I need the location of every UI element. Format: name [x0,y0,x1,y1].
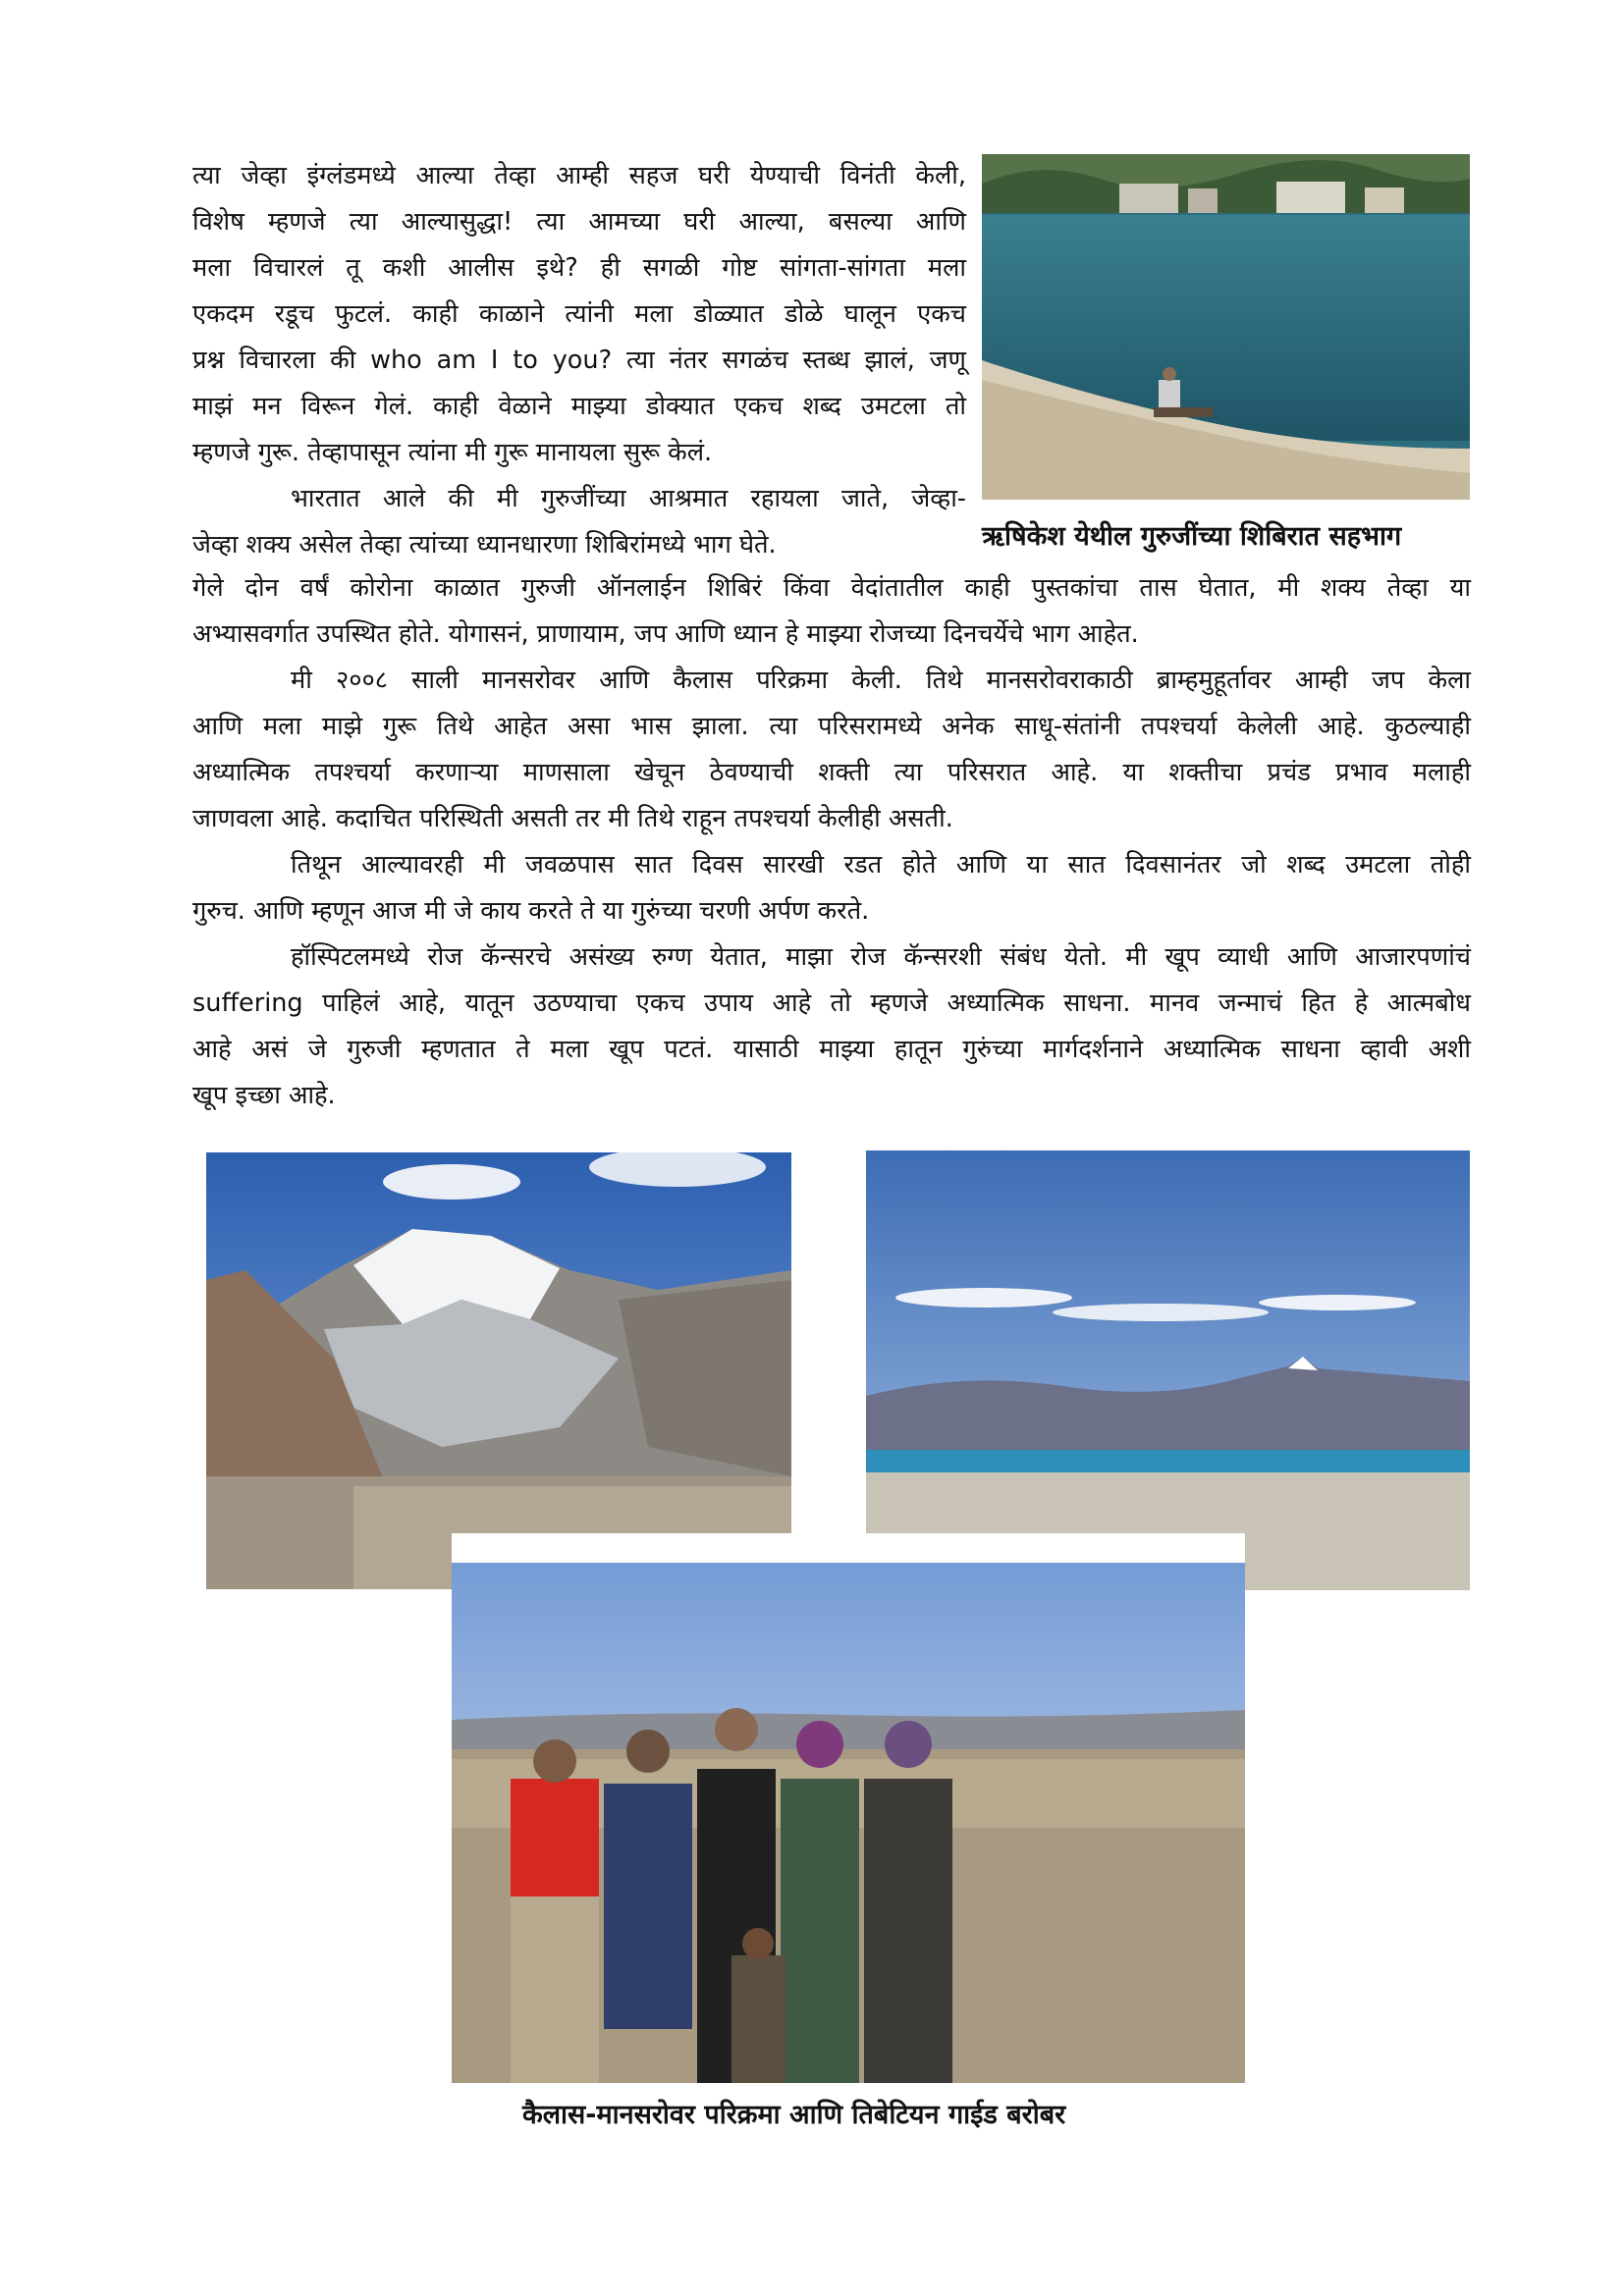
body-line: खूप इच्छा आहे. [192,1081,336,1110]
group-photo [452,1533,1245,2083]
kailash-mountain-photo [206,1152,791,1589]
manasarovar-lake-photo [866,1150,1470,1590]
body-line: मी २००८ साली मानसरोवर आणि कैलास परिक्रमा केली. तिथे मानसरोवराकाठी ब्राम्हमुहूर्तावर आम्ही जप केला [291,666,1471,695]
body-paragraphs [192,565,1471,1119]
body-line: अभ्यासवर्गात उपस्थित होते. योगासनं, प्राणायाम, जप आणि ध्यान हे माझ्या रोजच्या दिनचर्येचे भाग आहेत. [192,619,1139,649]
intro-line: म्हणजे गुरू. तेव्हापासून त्यांना मी गुरू मानायला सुरू केलं. [192,438,713,467]
body-line: हॉस्पिटलमध्ये रोज कॅन्सरचे असंख्य रुग्ण येतात, माझा रोज कॅन्सरशी संबंध येतो. मी खूप व्याधी आणि आजारपणांचं [291,942,1471,972]
intro-paragraph [192,153,966,568]
group-caption: कैलास-मानसरोवर परिक्रमा आणि तिबेटियन गाईड बरोबर [522,2100,1066,2130]
body-line: आहे असं जे गुरुजी म्हणतात ते मला खूप पटतं. यासाठी माझ्या हातून गुरुंच्या मार्गदर्शनाने अध्यात्मिक साधना व्हावी अशी [192,1035,1471,1064]
intro-line: जेव्हा शक्य असेल तेव्हा त्यांच्या ध्यानधारणा शिबिरांमध्ये भाग घेते. [192,530,777,560]
rishikesh-river-photo [982,154,1470,500]
intro-line: मला विचारलं तू कशी आलीस इथे? ही सगळी गोष्ट सांगता-सांगता मला [192,253,966,283]
body-line: आणि मला माझे गुरू तिथे आहेत असा भास झाला. त्या परिसरामध्ये अनेक साधू-संतांनी तपश्चर्या केलेली आहे. कुठल्याही [192,712,1471,741]
body-line: suffering पाहिलं आहे, यातून उठण्याचा एकच उपाय आहे तो म्हणजे अध्यात्मिक साधना. मानव जन्माचं हित हे आत्मबोध [192,988,1471,1018]
intro-line: विशेष म्हणजे त्या आल्यासुद्धा! त्या आमच्या घरी आल्या, बसल्या आणि [192,207,966,237]
rishikesh-caption: ऋषिकेश येथील गुरुजींच्या शिबिरात सहभाग [982,521,1402,552]
body-line: अध्यात्मिक तपश्चर्या करणाऱ्या माणसाला खेचून ठेवण्याची शक्ती त्या परिसरात आहे. या शक्तीचा प्रचंड प्रभाव मलाही [192,758,1471,787]
body-line: गेले दोन वर्षं कोरोना काळात गुरुजी ऑनलाईन शिबिरं किंवा वेदांतातील काही पुस्तकांचा तास घेतात, मी शक्य तेव्हा या [192,573,1471,603]
intro-line: प्रश्न विचारला की who am I to you? त्या नंतर सगळंच स्तब्ध झालं, जणू [192,346,966,375]
intro-line: भारतात आले की मी गुरुजींच्या आश्रमात रहायला जाते, जेव्हा- [291,484,966,513]
body-line: तिथून आल्यावरही मी जवळपास सात दिवस सारखी रडत होते आणि या सात दिवसानंतर जो शब्द उमटला तोही [291,850,1471,880]
body-line: गुरुच. आणि म्हणून आज मी जे काय करते ते या गुरुंच्या चरणी अर्पण करते. [192,896,870,926]
intro-line: त्या जेव्हा इंग्लंडमध्ये आल्या तेव्हा आम्ही सहज घरी येण्याची विनंती केली, [192,161,966,190]
body-line: जाणवला आहे. कदाचित परिस्थिती असती तर मी तिथे राहून तपश्चर्या केलीही असती. [192,804,953,833]
intro-line: माझं मन विरून गेलं. काही वेळाने माझ्या डोक्यात एकच शब्द उमटला तो [192,392,966,421]
intro-line: एकदम रडूच फुटलं. काही काळाने त्यांनी मला डोळ्यात डोळे घालून एकच [192,299,966,329]
